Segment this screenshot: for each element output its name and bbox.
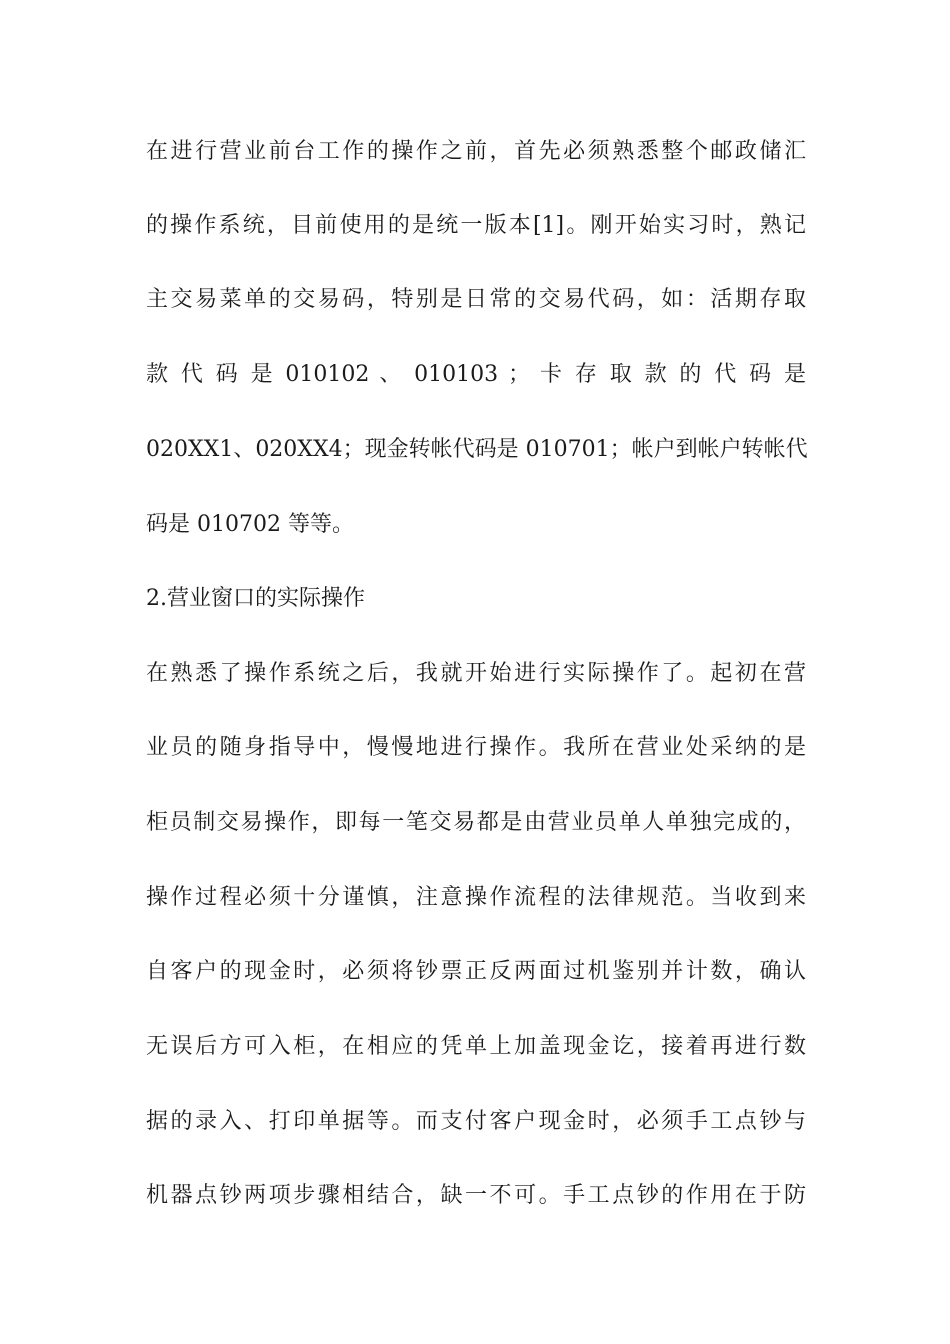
text-line-5: 020XX1、020XX4；现金转帐代码是 010701；帐户到帐户转帐代	[146, 437, 808, 462]
text-line-15: 机器点钞两项步骤相结合，缺一不可。手工点钞的作用在于防	[146, 1183, 806, 1208]
text-line-4: 款 代 码 是 010102 、 010103 ； 卡 存 取 款 的 代 码 是	[146, 362, 806, 387]
text-line-3: 主交易菜单的交易码，特别是日常的交易代码，如：活期存取	[146, 287, 806, 312]
text-line-1: 在进行营业前台工作的操作之前，首先必须熟悉整个邮政储汇	[146, 139, 806, 164]
section-heading: 2.营业窗口的实际操作	[146, 586, 365, 611]
text-line-9: 业员的随身指导中，慢慢地进行操作。我所在营业处采纳的是	[146, 735, 806, 760]
text-line-2: 的操作系统，目前使用的是统一版本[1]。刚开始实习时，熟记	[146, 213, 806, 238]
text-line-10: 柜员制交易操作，即每一笔交易都是由营业员单人单独完成的，	[146, 810, 806, 835]
text-line-11: 操作过程必须十分谨慎，注意操作流程的法律规范。当收到来	[146, 885, 806, 910]
text-line-13: 无误后方可入柜，在相应的凭单上加盖现金讫，接着再进行数	[146, 1034, 806, 1059]
text-line-8: 在熟悉了操作系统之后，我就开始进行实际操作了。起初在营	[146, 661, 806, 686]
text-line-14: 据的录入、打印单据等。而支付客户现金时，必须手工点钞与	[146, 1109, 806, 1134]
text-line-12: 自客户的现金时，必须将钞票正反两面过机鉴别并计数，确认	[146, 959, 806, 984]
text-line-6: 码是 010702 等等。	[146, 512, 354, 537]
